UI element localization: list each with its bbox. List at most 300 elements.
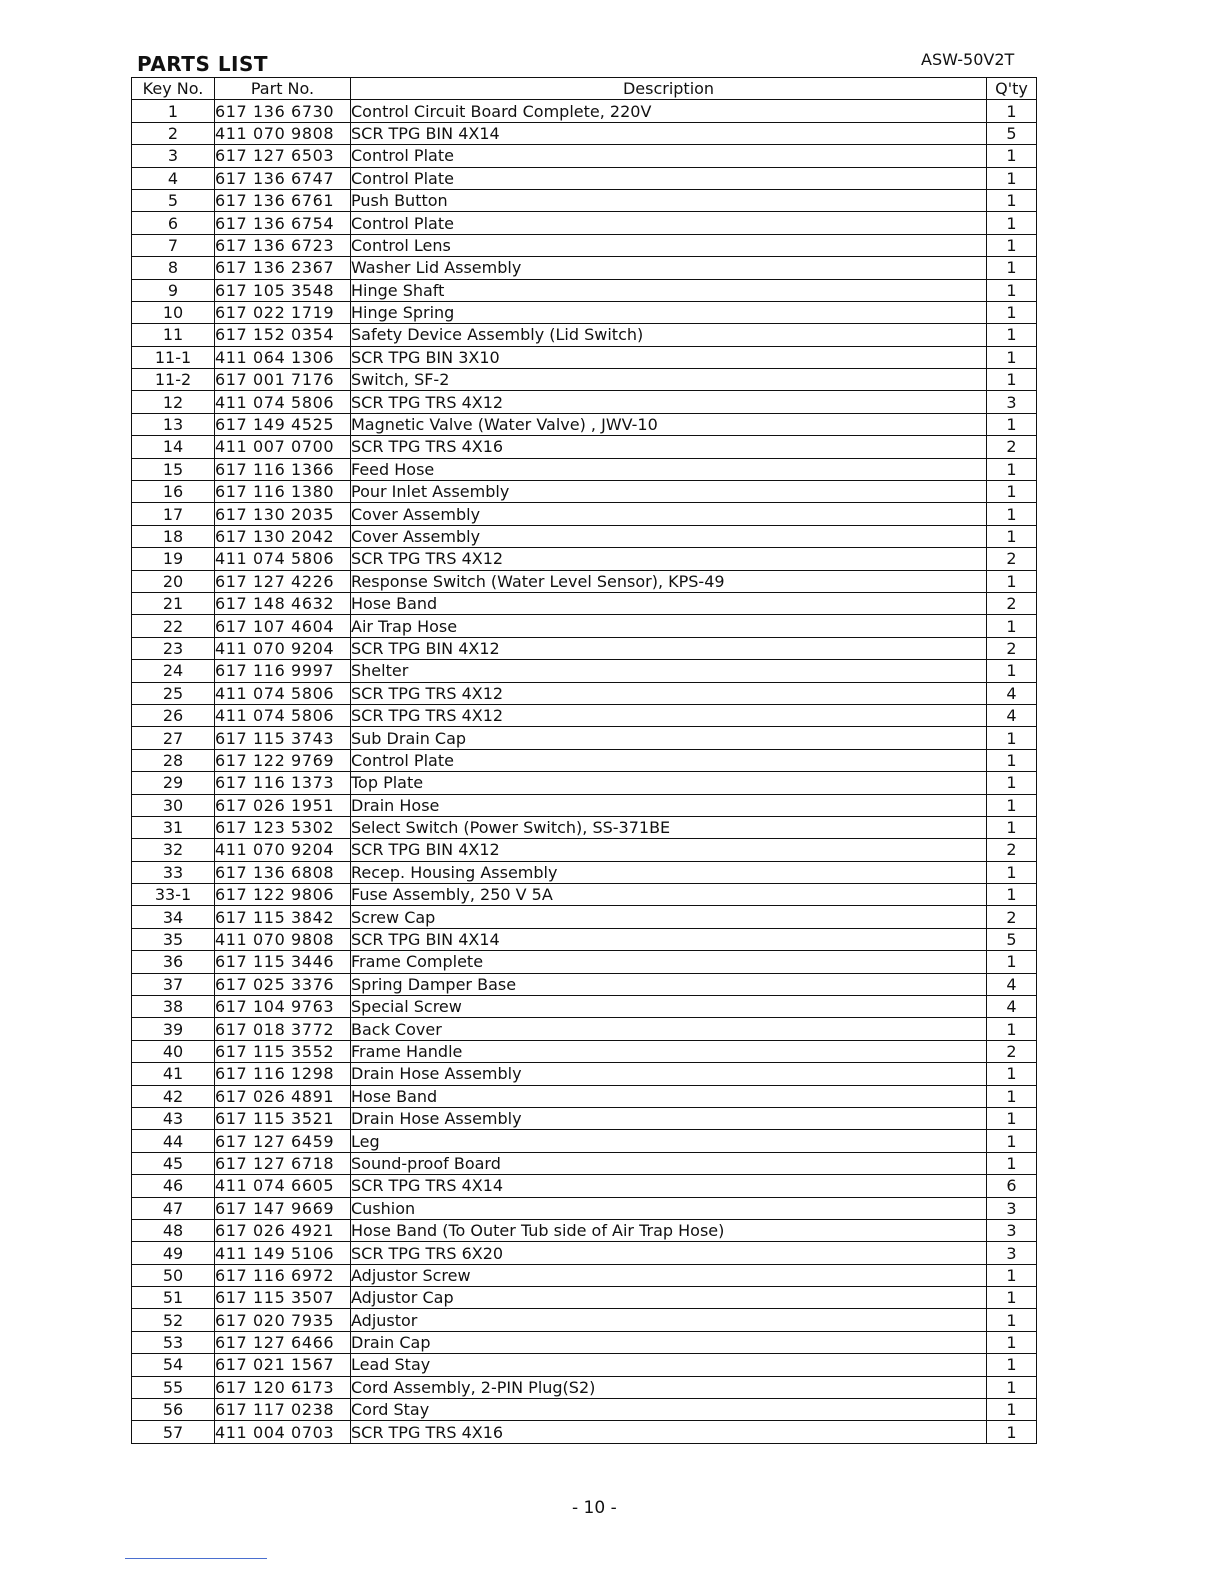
part-no-cell: 617 022 1719 [215,301,351,323]
key-no-cell: 45 [132,1152,215,1174]
part-no-cell: 617 148 4632 [215,592,351,614]
key-no-cell: 38 [132,996,215,1018]
key-no-cell: 48 [132,1219,215,1241]
part-no-cell: 411 070 9808 [215,928,351,950]
key-no-cell: 39 [132,1018,215,1040]
qty-cell: 3 [987,1219,1037,1241]
key-no-cell: 57 [132,1421,215,1443]
description-cell: Adjustor [351,1309,987,1331]
table-row [132,1040,1037,1062]
key-no-cell: 42 [132,1085,215,1107]
qty-cell: 2 [987,906,1037,928]
description-cell: Pour Inlet Assembly [351,481,987,503]
description-cell: Cushion [351,1197,987,1219]
description-cell: SCR TPG BIN 3X10 [351,346,987,368]
part-no-cell: 617 025 3376 [215,973,351,995]
description-cell: Hinge Shaft [351,279,987,301]
table-row [132,1175,1037,1197]
qty-cell: 6 [987,1175,1037,1197]
part-no-cell: 411 074 6605 [215,1175,351,1197]
table-row [132,1421,1037,1443]
part-no-cell: 617 026 1951 [215,794,351,816]
key-no-cell: 31 [132,816,215,838]
key-no-cell: 50 [132,1264,215,1286]
qty-cell: 1 [987,369,1037,391]
table-row [132,436,1037,458]
key-no-cell: 14 [132,436,215,458]
part-no-cell: 617 105 3548 [215,279,351,301]
description-cell: Hose Band [351,1085,987,1107]
column-header-part-no: Part No. [215,78,351,100]
qty-cell: 1 [987,794,1037,816]
description-cell: Hose Band [351,592,987,614]
key-no-cell: 32 [132,839,215,861]
table-row [132,592,1037,614]
qty-cell: 1 [987,1085,1037,1107]
description-cell: Back Cover [351,1018,987,1040]
qty-cell: 1 [987,1421,1037,1443]
part-no-cell: 617 136 6808 [215,861,351,883]
part-no-cell: 617 115 3446 [215,951,351,973]
table-row [132,189,1037,211]
description-cell: SCR TPG BIN 4X12 [351,839,987,861]
key-no-cell: 37 [132,973,215,995]
table-row [132,1063,1037,1085]
part-no-cell: 617 136 2367 [215,257,351,279]
qty-cell: 1 [987,458,1037,480]
key-no-cell: 11-2 [132,369,215,391]
qty-cell: 1 [987,1264,1037,1286]
table-row [132,637,1037,659]
description-cell: Hose Band (To Outer Tub side of Air Trap Hose) [351,1219,987,1241]
part-no-cell: 617 115 3743 [215,727,351,749]
table-row [132,884,1037,906]
description-cell: SCR TPG TRS 4X16 [351,436,987,458]
key-no-cell: 44 [132,1130,215,1152]
part-no-cell: 617 116 1380 [215,481,351,503]
table-row [132,570,1037,592]
part-no-cell: 617 104 9763 [215,996,351,1018]
description-cell: Drain Hose [351,794,987,816]
description-cell: Control Plate [351,145,987,167]
description-cell: Control Circuit Board Complete, 220V [351,100,987,122]
part-no-cell: 411 004 0703 [215,1421,351,1443]
description-cell: SCR TPG TRS 4X14 [351,1175,987,1197]
description-cell: Special Screw [351,996,987,1018]
description-cell: SCR TPG TRS 6X20 [351,1242,987,1264]
part-no-cell: 617 136 6730 [215,100,351,122]
part-no-cell: 617 120 6173 [215,1376,351,1398]
part-no-cell: 617 116 1298 [215,1063,351,1085]
qty-cell: 2 [987,637,1037,659]
description-cell: SCR TPG TRS 4X12 [351,391,987,413]
key-no-cell: 6 [132,212,215,234]
table-row [132,212,1037,234]
key-no-cell: 46 [132,1175,215,1197]
qty-cell: 4 [987,704,1037,726]
table-row [132,324,1037,346]
key-no-cell: 10 [132,301,215,323]
table-row [132,996,1037,1018]
table-row [132,839,1037,861]
part-no-cell: 617 127 4226 [215,570,351,592]
part-no-cell: 617 127 6718 [215,1152,351,1174]
qty-cell: 1 [987,234,1037,256]
qty-cell: 4 [987,996,1037,1018]
key-no-cell: 49 [132,1242,215,1264]
description-cell: Feed Hose [351,458,987,480]
table-row [132,704,1037,726]
qty-cell: 1 [987,503,1037,525]
description-cell: Cord Assembly, 2-PIN Plug(S2) [351,1376,987,1398]
part-no-cell: 411 064 1306 [215,346,351,368]
qty-cell: 1 [987,413,1037,435]
part-no-cell: 617 115 3521 [215,1107,351,1129]
table-row [132,346,1037,368]
description-cell: Air Trap Hose [351,615,987,637]
part-no-cell: 617 122 9769 [215,749,351,771]
key-no-cell: 41 [132,1063,215,1085]
key-no-cell: 21 [132,592,215,614]
table-row [132,727,1037,749]
part-no-cell: 617 127 6466 [215,1331,351,1353]
key-no-cell: 43 [132,1107,215,1129]
key-no-cell: 36 [132,951,215,973]
key-no-cell: 23 [132,637,215,659]
part-no-cell: 617 127 6459 [215,1130,351,1152]
description-cell: Control Plate [351,167,987,189]
table-row [132,548,1037,570]
key-no-cell: 33-1 [132,884,215,906]
key-no-cell: 26 [132,704,215,726]
part-no-cell: 617 116 9997 [215,660,351,682]
description-cell: Control Plate [351,212,987,234]
part-no-cell: 411 070 9808 [215,122,351,144]
qty-cell: 1 [987,1107,1037,1129]
qty-cell: 1 [987,1152,1037,1174]
table-row [132,1130,1037,1152]
part-no-cell: 617 026 4891 [215,1085,351,1107]
qty-cell: 3 [987,1242,1037,1264]
part-no-cell: 411 074 5806 [215,704,351,726]
description-cell: Adjustor Cap [351,1287,987,1309]
description-cell: SCR TPG BIN 4X14 [351,122,987,144]
description-cell: Adjustor Screw [351,1264,987,1286]
qty-cell: 1 [987,1331,1037,1353]
qty-cell: 1 [987,1354,1037,1376]
table-row [132,906,1037,928]
table-row [132,615,1037,637]
qty-cell: 1 [987,884,1037,906]
table-row [132,413,1037,435]
table-header-row [132,78,1037,100]
qty-cell: 1 [987,727,1037,749]
key-no-cell: 13 [132,413,215,435]
table-row [132,1399,1037,1421]
table-row [132,1331,1037,1353]
part-no-cell: 617 136 6723 [215,234,351,256]
key-no-cell: 30 [132,794,215,816]
key-no-cell: 4 [132,167,215,189]
part-no-cell: 411 074 5806 [215,391,351,413]
part-no-cell: 617 115 3507 [215,1287,351,1309]
key-no-cell: 11-1 [132,346,215,368]
column-header-key-no: Key No. [132,78,215,100]
description-cell: SCR TPG TRS 4X16 [351,1421,987,1443]
part-no-cell: 617 136 6754 [215,212,351,234]
key-no-cell: 12 [132,391,215,413]
parts-table [131,77,1037,1444]
description-cell: SCR TPG TRS 4X12 [351,682,987,704]
description-cell: Lead Stay [351,1354,987,1376]
part-no-cell: 617 130 2035 [215,503,351,525]
table-row [132,973,1037,995]
key-no-cell: 17 [132,503,215,525]
table-row [132,749,1037,771]
table-row [132,301,1037,323]
key-no-cell: 16 [132,481,215,503]
key-no-cell: 34 [132,906,215,928]
key-no-cell: 9 [132,279,215,301]
table-row [132,1197,1037,1219]
table-row [132,1287,1037,1309]
table-row [132,503,1037,525]
key-no-cell: 27 [132,727,215,749]
qty-cell: 2 [987,436,1037,458]
table-row [132,481,1037,503]
qty-cell: 3 [987,391,1037,413]
qty-cell: 1 [987,570,1037,592]
description-cell: Fuse Assembly, 250 V 5A [351,884,987,906]
qty-cell: 1 [987,1018,1037,1040]
part-no-cell: 617 127 6503 [215,145,351,167]
part-no-cell: 411 074 5806 [215,548,351,570]
page-number: - 10 - [572,1498,617,1518]
key-no-cell: 1 [132,100,215,122]
qty-cell: 1 [987,324,1037,346]
description-cell: Hinge Spring [351,301,987,323]
part-no-cell: 617 116 1373 [215,772,351,794]
part-no-cell: 617 122 9806 [215,884,351,906]
model-number: ASW-50V2T [921,50,1015,69]
table-row [132,861,1037,883]
qty-cell: 1 [987,481,1037,503]
parts-table-body [132,100,1037,1443]
description-cell: SCR TPG TRS 4X12 [351,704,987,726]
key-no-cell: 40 [132,1040,215,1062]
key-no-cell: 47 [132,1197,215,1219]
description-cell: SCR TPG TRS 4X12 [351,548,987,570]
table-row [132,122,1037,144]
description-cell: Shelter [351,660,987,682]
qty-cell: 4 [987,682,1037,704]
part-no-cell: 617 107 4604 [215,615,351,637]
qty-cell: 1 [987,1376,1037,1398]
description-cell: Top Plate [351,772,987,794]
table-row [132,391,1037,413]
key-no-cell: 19 [132,548,215,570]
key-no-cell: 22 [132,615,215,637]
description-cell: Drain Hose Assembly [351,1063,987,1085]
description-cell: Cord Stay [351,1399,987,1421]
key-no-cell: 53 [132,1331,215,1353]
description-cell: Sub Drain Cap [351,727,987,749]
part-no-cell: 411 070 9204 [215,637,351,659]
description-cell: Cover Assembly [351,503,987,525]
description-cell: Control Lens [351,234,987,256]
part-no-cell: 411 074 5806 [215,682,351,704]
key-no-cell: 24 [132,660,215,682]
description-cell: Frame Handle [351,1040,987,1062]
part-no-cell: 617 116 6972 [215,1264,351,1286]
table-row [132,369,1037,391]
part-no-cell: 617 136 6761 [215,189,351,211]
qty-cell: 1 [987,145,1037,167]
table-row [132,682,1037,704]
part-no-cell: 617 115 3842 [215,906,351,928]
table-row [132,1018,1037,1040]
qty-cell: 5 [987,928,1037,950]
qty-cell: 1 [987,301,1037,323]
part-no-cell: 411 149 5106 [215,1242,351,1264]
description-cell: Drain Cap [351,1331,987,1353]
qty-cell: 1 [987,212,1037,234]
key-no-cell: 5 [132,189,215,211]
description-cell: Push Button [351,189,987,211]
description-cell: Frame Complete [351,951,987,973]
qty-cell: 2 [987,839,1037,861]
table-row [132,1085,1037,1107]
description-cell: SCR TPG BIN 4X12 [351,637,987,659]
part-no-cell: 617 123 5302 [215,816,351,838]
key-no-cell: 11 [132,324,215,346]
qty-cell: 1 [987,167,1037,189]
key-no-cell: 7 [132,234,215,256]
qty-cell: 1 [987,749,1037,771]
qty-cell: 1 [987,525,1037,547]
key-no-cell: 33 [132,861,215,883]
part-no-cell: 617 136 6747 [215,167,351,189]
part-no-cell: 617 026 4921 [215,1219,351,1241]
description-cell: Switch, SF-2 [351,369,987,391]
page-title: PARTS LIST [137,52,269,76]
table-row [132,1376,1037,1398]
table-row [132,816,1037,838]
qty-cell: 1 [987,346,1037,368]
column-header-description: Description [351,78,987,100]
qty-cell: 1 [987,1063,1037,1085]
qty-cell: 1 [987,1287,1037,1309]
key-no-cell: 29 [132,772,215,794]
table-row [132,145,1037,167]
key-no-cell: 52 [132,1309,215,1331]
footer-rule [125,1558,267,1559]
table-row [132,1264,1037,1286]
part-no-cell: 617 116 1366 [215,458,351,480]
description-cell: Drain Hose Assembly [351,1107,987,1129]
qty-cell: 1 [987,100,1037,122]
qty-cell: 2 [987,548,1037,570]
key-no-cell: 55 [132,1376,215,1398]
part-no-cell: 617 149 4525 [215,413,351,435]
table-row [132,234,1037,256]
part-no-cell: 617 018 3772 [215,1018,351,1040]
qty-cell: 1 [987,1399,1037,1421]
key-no-cell: 18 [132,525,215,547]
part-no-cell: 411 007 0700 [215,436,351,458]
qty-cell: 1 [987,861,1037,883]
part-no-cell: 617 130 2042 [215,525,351,547]
table-row [132,1354,1037,1376]
key-no-cell: 2 [132,122,215,144]
key-no-cell: 25 [132,682,215,704]
key-no-cell: 28 [132,749,215,771]
part-no-cell: 617 117 0238 [215,1399,351,1421]
part-no-cell: 411 070 9204 [215,839,351,861]
part-no-cell: 617 021 1567 [215,1354,351,1376]
description-cell: Sound-proof Board [351,1152,987,1174]
key-no-cell: 54 [132,1354,215,1376]
description-cell: Spring Damper Base [351,973,987,995]
key-no-cell: 3 [132,145,215,167]
qty-cell: 5 [987,122,1037,144]
part-no-cell: 617 020 7935 [215,1309,351,1331]
table-row [132,100,1037,122]
description-cell: Recep. Housing Assembly [351,861,987,883]
key-no-cell: 56 [132,1399,215,1421]
table-row [132,1309,1037,1331]
qty-cell: 1 [987,951,1037,973]
description-cell: Washer Lid Assembly [351,257,987,279]
qty-cell: 1 [987,279,1037,301]
table-row [132,257,1037,279]
qty-cell: 3 [987,1197,1037,1219]
table-row [132,1152,1037,1174]
description-cell: Leg [351,1130,987,1152]
part-no-cell: 617 115 3552 [215,1040,351,1062]
qty-cell: 1 [987,1130,1037,1152]
qty-cell: 2 [987,1040,1037,1062]
table-row [132,1107,1037,1129]
description-cell: SCR TPG BIN 4X14 [351,928,987,950]
qty-cell: 2 [987,592,1037,614]
qty-cell: 1 [987,1309,1037,1331]
qty-cell: 1 [987,816,1037,838]
description-cell: Response Switch (Water Level Sensor), KPS-49 [351,570,987,592]
table-row [132,928,1037,950]
qty-cell: 1 [987,660,1037,682]
table-row [132,167,1037,189]
table-row [132,525,1037,547]
description-cell: Cover Assembly [351,525,987,547]
description-cell: Select Switch (Power Switch), SS-371BE [351,816,987,838]
qty-cell: 1 [987,772,1037,794]
key-no-cell: 15 [132,458,215,480]
description-cell: Screw Cap [351,906,987,928]
key-no-cell: 8 [132,257,215,279]
part-no-cell: 617 147 9669 [215,1197,351,1219]
table-row [132,772,1037,794]
table-row [132,794,1037,816]
table-row [132,279,1037,301]
table-row [132,1242,1037,1264]
qty-cell: 1 [987,189,1037,211]
description-cell: Magnetic Valve (Water Valve) , JWV-10 [351,413,987,435]
description-cell: Safety Device Assembly (Lid Switch) [351,324,987,346]
table-row [132,1219,1037,1241]
description-cell: Control Plate [351,749,987,771]
key-no-cell: 35 [132,928,215,950]
